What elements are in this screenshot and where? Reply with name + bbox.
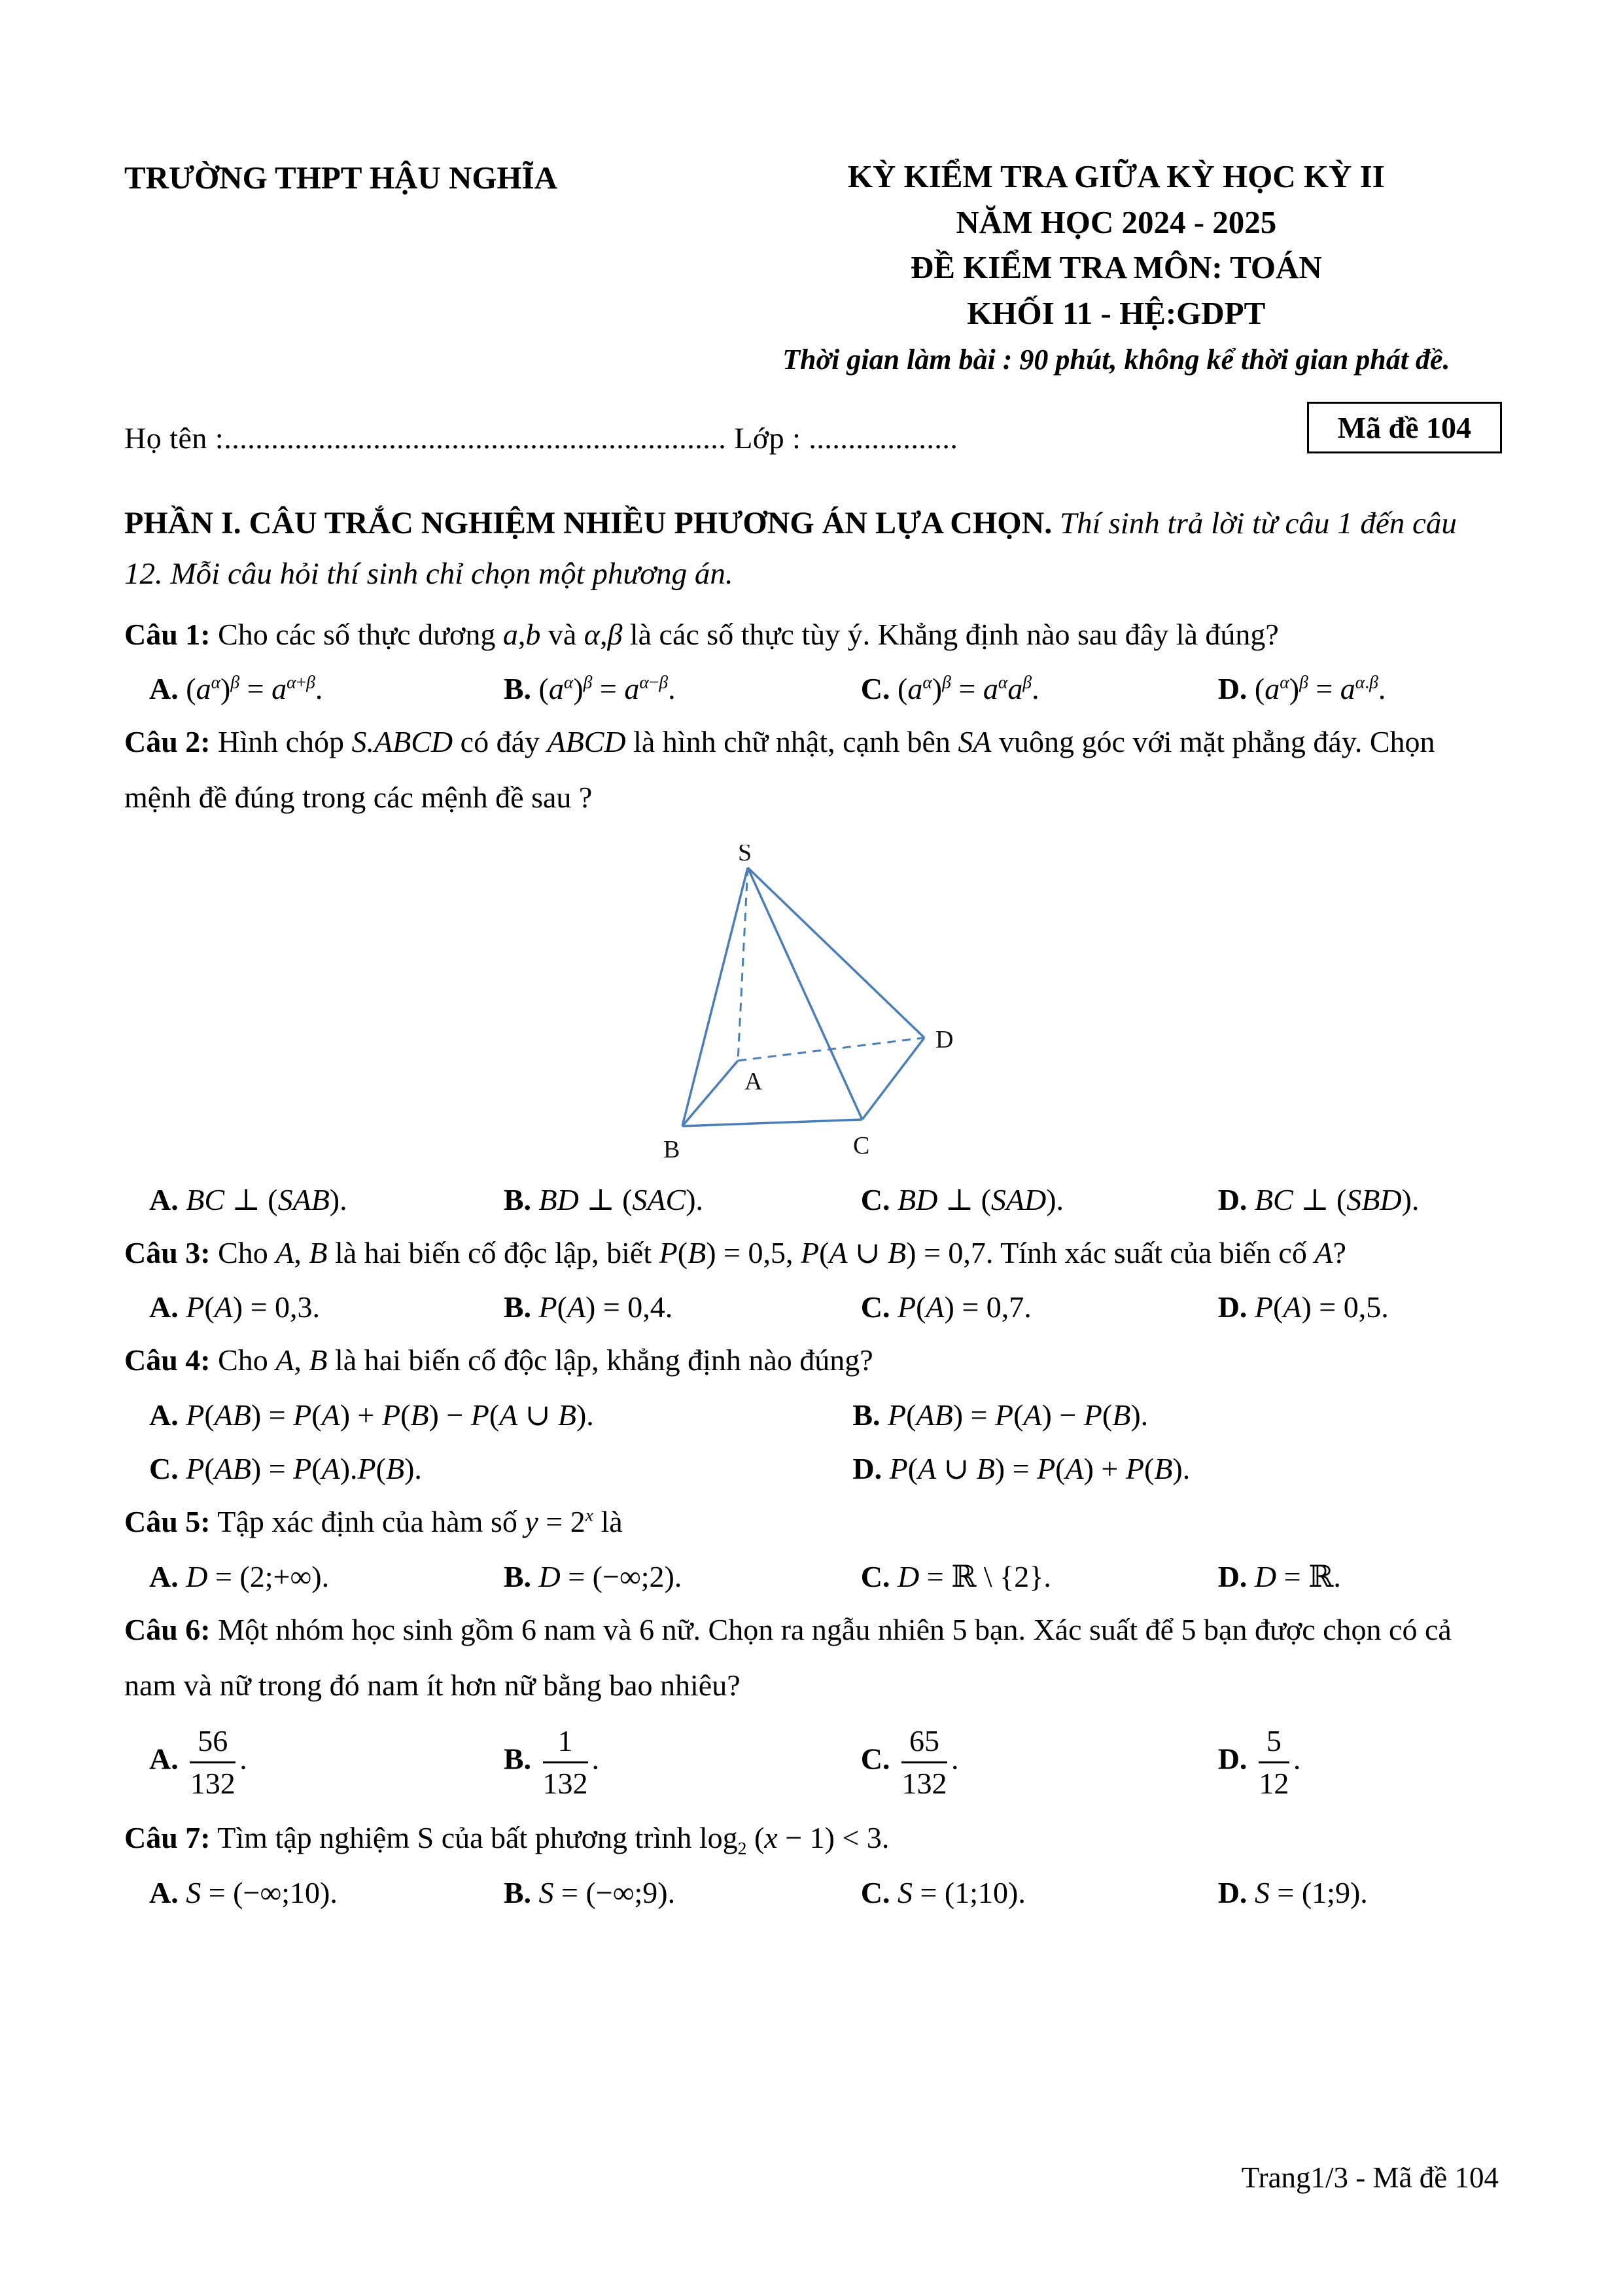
question-label: Câu 2: bbox=[124, 724, 211, 758]
option-text: $(a^\alpha)^\beta = a^{\alpha+\beta}$. bbox=[186, 671, 323, 705]
option-key: C. bbox=[149, 1452, 179, 1486]
question-label: Câu 4: bbox=[124, 1343, 211, 1377]
question-1 bbox=[124, 607, 1502, 706]
question-stem: Tìm tập nghiệm S của bất phương trình $\log_2 (x - 1) < 3$. bbox=[217, 1821, 890, 1859]
option-text: P(A) = 0,5. bbox=[1254, 1290, 1389, 1324]
vertex-label-S: S bbox=[738, 844, 752, 866]
option-text: P(AB) = P(A).P(B). bbox=[186, 1452, 422, 1486]
option-text: P(A) = 0,7. bbox=[897, 1290, 1032, 1324]
question-stem: Cho các số thực dương a,b và α,β là các số thực tùy ý. Khẳng định nào sau đây là đúng? bbox=[218, 617, 1279, 651]
option-D bbox=[1218, 1290, 1502, 1324]
question-label: Câu 1: bbox=[124, 617, 211, 651]
option-key: A. bbox=[149, 1290, 179, 1324]
option-key: D. bbox=[1217, 1742, 1248, 1776]
option-key: A. bbox=[149, 671, 179, 705]
question-6-stem-row bbox=[124, 1602, 1502, 1713]
school-name: TRƯỜNG THPT HẬU NGHĨA bbox=[124, 160, 558, 196]
option-key: D. bbox=[1217, 1875, 1248, 1909]
fraction bbox=[1259, 1722, 1289, 1802]
option-key: B. bbox=[503, 671, 531, 705]
fraction bbox=[190, 1722, 236, 1802]
option-key: B. bbox=[503, 1875, 531, 1909]
fraction bbox=[901, 1722, 947, 1802]
option-text: S = (1;10). bbox=[897, 1875, 1026, 1909]
question-3-options bbox=[124, 1290, 1502, 1324]
option-C bbox=[861, 1182, 1218, 1217]
exam-time-note: Thời gian làm bài : 90 phút, không kể thời gian phát đề. bbox=[782, 344, 1450, 376]
option-text: D = (−∞;2). bbox=[538, 1560, 682, 1594]
fraction-denominator: 132 bbox=[901, 1766, 947, 1800]
question-4-options bbox=[124, 1397, 1502, 1486]
option-text: S = (−∞;9). bbox=[538, 1875, 676, 1909]
option-A bbox=[149, 1182, 504, 1217]
option-key: A. bbox=[149, 1398, 179, 1432]
option-D bbox=[1218, 671, 1502, 706]
option-B bbox=[504, 1290, 861, 1324]
pyramid-figure bbox=[124, 845, 1502, 1173]
option-text: P(A ∪ B) = P(A) + P(B). bbox=[889, 1452, 1191, 1486]
option-text: P(AB) = P(A) + P(B) − P(A ∪ B). bbox=[186, 1398, 594, 1432]
option-suffix: . bbox=[591, 1742, 599, 1776]
fraction bbox=[543, 1722, 588, 1802]
option-key: C. bbox=[860, 1182, 890, 1216]
exam-title-block bbox=[731, 154, 1502, 381]
option-B bbox=[504, 671, 861, 706]
question-5-options bbox=[124, 1559, 1502, 1594]
option-text: BC ⊥ (SAB). bbox=[186, 1182, 347, 1216]
option-suffix: . bbox=[1293, 1742, 1301, 1776]
option-B bbox=[852, 1398, 1502, 1432]
option-B bbox=[504, 1722, 861, 1802]
page-footer-text: Trang1/3 - Mã đề 104 bbox=[1241, 2161, 1499, 2194]
option-text: $(a^\alpha)^\beta = a^{\alpha-\beta}$. bbox=[538, 671, 676, 705]
option-C bbox=[149, 1451, 852, 1486]
exam-title-line2: NĂM HỌC 2024 - 2025 bbox=[956, 203, 1277, 240]
option-B bbox=[504, 1875, 861, 1910]
option-A bbox=[149, 1722, 504, 1802]
option-key: D. bbox=[1217, 1290, 1248, 1324]
option-A bbox=[149, 671, 504, 706]
option-A bbox=[149, 1559, 504, 1594]
option-A bbox=[149, 1290, 504, 1324]
option-key: A. bbox=[149, 1560, 179, 1594]
fraction-denominator: 12 bbox=[1259, 1766, 1289, 1800]
option-key: B. bbox=[503, 1560, 531, 1594]
question-label: Câu 7: bbox=[124, 1821, 211, 1855]
option-key: C. bbox=[860, 1875, 890, 1909]
question-7 bbox=[124, 1810, 1502, 1909]
question-label: Câu 5: bbox=[124, 1505, 211, 1539]
option-D bbox=[1218, 1559, 1502, 1594]
question-4-stem-row bbox=[124, 1332, 1502, 1388]
option-text: D = ℝ \ {2}. bbox=[897, 1560, 1051, 1594]
question-3-stem-row bbox=[124, 1225, 1502, 1280]
option-C bbox=[861, 1559, 1218, 1594]
option-key: A. bbox=[149, 1182, 179, 1216]
option-key: D. bbox=[1217, 1182, 1248, 1216]
pyramid-svg bbox=[659, 845, 967, 1165]
vertex-label-A: A bbox=[744, 1067, 763, 1095]
option-text: D = ℝ. bbox=[1254, 1560, 1341, 1594]
fraction-denominator: 132 bbox=[542, 1766, 588, 1800]
option-key: B. bbox=[503, 1290, 531, 1324]
option-key: B. bbox=[503, 1182, 531, 1216]
question-5-stem-row bbox=[124, 1494, 1502, 1549]
vertex-label-B: B bbox=[663, 1135, 680, 1163]
exam-title-line1: KỲ KIỂM TRA GIỮA KỲ HỌC KỲ II bbox=[847, 158, 1385, 194]
option-key: A. bbox=[149, 1742, 179, 1776]
page-footer bbox=[1242, 2161, 1499, 2195]
question-2-stem-row bbox=[124, 714, 1502, 825]
question-5 bbox=[124, 1494, 1502, 1594]
option-key: B. bbox=[503, 1742, 531, 1776]
option-text: P(AB) = P(A) − P(B). bbox=[888, 1398, 1149, 1432]
name-row bbox=[124, 412, 1502, 464]
fraction-numerator: 1 bbox=[543, 1722, 588, 1763]
pyramid-solid-edges bbox=[682, 868, 924, 1126]
question-7-stem-row bbox=[124, 1810, 1502, 1865]
option-D bbox=[1218, 1875, 1502, 1910]
question-stem: Cho A, B là hai biến cố độc lập, khẳng định nào đúng? bbox=[218, 1343, 873, 1377]
option-key: D. bbox=[1217, 671, 1248, 705]
exam-title-line3: ĐỀ KIỂM TRA MÔN: TOÁN bbox=[910, 249, 1322, 286]
question-6 bbox=[124, 1602, 1502, 1802]
option-C bbox=[861, 671, 1218, 706]
option-D bbox=[1218, 1722, 1502, 1802]
option-B bbox=[504, 1559, 861, 1594]
pyramid-dashed-edges bbox=[738, 868, 924, 1061]
question-1-options bbox=[124, 671, 1502, 706]
option-key: C. bbox=[860, 671, 890, 705]
option-text: P(A) = 0,3. bbox=[186, 1290, 321, 1324]
fraction-denominator: 132 bbox=[190, 1766, 236, 1800]
option-text: BD ⊥ (SAD). bbox=[897, 1182, 1064, 1216]
fraction-numerator: 56 bbox=[190, 1722, 236, 1763]
question-1-stem-row bbox=[124, 607, 1502, 662]
part1-heading-bold: PHẦN I. CÂU TRẮC NGHIỆM NHIỀU PHƯƠNG ÁN LỰA CHỌN. bbox=[124, 505, 1053, 540]
option-C bbox=[861, 1875, 1218, 1910]
option-text: D = (2;+∞). bbox=[186, 1560, 330, 1594]
option-key: B. bbox=[852, 1398, 881, 1432]
student-name-line: Họ tên :................................................................ Lớp : ................... bbox=[124, 421, 958, 455]
option-text: $(a^\alpha)^\beta = a^{\alpha.\beta}$. bbox=[1254, 671, 1386, 705]
option-B bbox=[504, 1182, 861, 1217]
question-2-options bbox=[124, 1182, 1502, 1217]
question-stem: Cho A, B là hai biến cố độc lập, biết P(B) = 0,5, P(A ∪ B) = 0,7. Tính xác suất của biến cố A? bbox=[218, 1235, 1346, 1269]
option-D bbox=[852, 1451, 1502, 1486]
question-6-options bbox=[124, 1722, 1502, 1802]
option-D bbox=[1218, 1182, 1502, 1217]
question-stem: Tập xác định của hàm số $y = 2^x$ là bbox=[217, 1504, 623, 1539]
option-key: D. bbox=[1217, 1560, 1248, 1594]
vertex-label-C: C bbox=[853, 1131, 870, 1159]
fraction-numerator: 5 bbox=[1259, 1722, 1289, 1763]
question-stem: Một nhóm học sinh gồm 6 nam và 6 nữ. Chọn ra ngẫu nhiên 5 bạn. Xác suất để 5 bạn được chọn có cả nam và nữ trong đó nam ít hơn nữ bằng bao nhiêu? bbox=[124, 1613, 1452, 1703]
option-key: D. bbox=[852, 1452, 882, 1486]
exam-title-line4: KHỐI 11 - HỆ:GDPT bbox=[967, 294, 1266, 331]
option-key: C. bbox=[860, 1742, 890, 1776]
option-text: P(A) = 0,4. bbox=[538, 1290, 673, 1324]
option-key: C. bbox=[860, 1560, 890, 1594]
question-stem: Hình chóp S.ABCD có đáy ABCD là hình chữ nhật, cạnh bên SA vuông góc với mặt phẳng đáy. Chọn mệnh đề đúng trong các mệnh đề sau ? bbox=[124, 724, 1435, 814]
option-A bbox=[149, 1397, 852, 1432]
option-C bbox=[861, 1722, 1218, 1802]
option-text: S = (1;9). bbox=[1254, 1875, 1368, 1909]
option-key: C. bbox=[860, 1290, 890, 1324]
option-text: BD ⊥ (SAC). bbox=[538, 1182, 704, 1216]
exam-header bbox=[124, 154, 1502, 381]
option-C bbox=[861, 1290, 1218, 1324]
option-suffix: . bbox=[239, 1742, 247, 1776]
option-key: A. bbox=[149, 1875, 179, 1909]
question-label: Câu 3: bbox=[124, 1235, 211, 1269]
vertex-label-D: D bbox=[935, 1025, 954, 1053]
exam-code-box bbox=[1307, 402, 1502, 453]
part1-heading bbox=[124, 498, 1502, 599]
question-label: Câu 6: bbox=[124, 1613, 211, 1647]
fraction-numerator: 65 bbox=[901, 1722, 947, 1763]
option-text: $(a^\alpha)^\beta = a^\alpha a^\beta$. bbox=[897, 671, 1039, 705]
question-4 bbox=[124, 1332, 1502, 1486]
option-A bbox=[149, 1875, 504, 1910]
part1-heading-italic: Thí sinh trả lời từ câu 1 đến câu 12. Mỗi câu hỏi thí sinh chỉ chọn một phương án. bbox=[124, 506, 1457, 591]
option-text: BC ⊥ (SBD). bbox=[1254, 1182, 1420, 1216]
exam-code: Mã đề 104 bbox=[1337, 410, 1471, 444]
question-3 bbox=[124, 1225, 1502, 1324]
question-2 bbox=[124, 714, 1502, 1217]
option-suffix: . bbox=[951, 1742, 959, 1776]
question-7-options bbox=[124, 1875, 1502, 1910]
option-text: S = (−∞;10). bbox=[186, 1875, 338, 1909]
